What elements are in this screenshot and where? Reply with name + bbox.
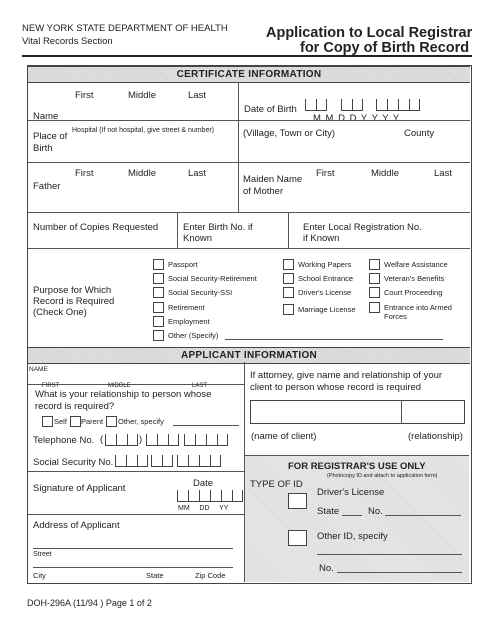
hospital-label: Hospital (If not hospital, give street & number) — [72, 127, 215, 134]
agency-name: NEW YORK STATE DEPARTMENT OF HEALTH — [22, 23, 228, 34]
area-code-boxes[interactable] — [105, 434, 138, 446]
certificate-section-header: CERTIFICATE INFORMATION — [28, 66, 470, 83]
registrar-note: (Photocopy ID and attach to application form) — [327, 473, 438, 479]
city-label: City — [33, 571, 46, 580]
zip-label: Zip Code — [195, 571, 226, 580]
purpose-checkbox[interactable] — [369, 302, 380, 313]
registrar-heading: FOR REGISTRAR'S USE ONLY — [288, 461, 426, 472]
purpose-checkbox[interactable] — [153, 259, 164, 270]
parent-label: Parent — [81, 417, 104, 426]
purpose-option-label: Welfare Assistance — [384, 260, 448, 269]
purpose-checkbox[interactable] — [153, 287, 164, 298]
other-relationship-line[interactable] — [173, 425, 239, 426]
purpose-option-label: Social Security-Retirement — [168, 274, 257, 283]
purpose-checkbox[interactable] — [369, 273, 380, 284]
purpose-checkbox[interactable] — [153, 273, 164, 284]
address-label: Address of Applicant — [33, 520, 120, 531]
client-name-label: (name of client) — [251, 431, 317, 442]
purpose-option-label: Driver's License — [298, 288, 352, 297]
purpose-checkbox[interactable] — [369, 287, 380, 298]
place-label-2: Birth — [33, 143, 53, 154]
applicant-section-header: APPLICANT INFORMATION — [28, 347, 470, 364]
telephone-label: Telephone No. — [33, 435, 95, 446]
mother-middle-label: Middle — [371, 168, 399, 179]
mother-first-label: First — [316, 168, 335, 179]
purpose-option-label: Court Proceeding — [384, 288, 443, 297]
copies-label: Number of Copies Requested — [33, 222, 159, 233]
registrar-state-line[interactable] — [342, 515, 362, 516]
birth-number-label: Enter Birth No. if Known — [183, 222, 253, 244]
county-label: County — [404, 128, 435, 139]
purpose-option-label: Retirement — [168, 303, 205, 312]
place-label-1: Place of — [33, 131, 68, 142]
phone-line-boxes[interactable] — [184, 434, 228, 446]
purpose-checkbox[interactable] — [153, 316, 164, 327]
other-id-no-label: No. — [319, 563, 334, 574]
other-id-label: Other ID, specify — [317, 531, 388, 542]
client-relationship-label: (relationship) — [408, 431, 463, 442]
city-line[interactable] — [33, 567, 233, 568]
ssn-part2-boxes[interactable] — [151, 455, 173, 467]
self-checkbox[interactable] — [42, 416, 53, 427]
relationship-question: What is your relationship to person whose record is required? — [35, 389, 212, 412]
maiden-name-label: Maiden Name of Mother — [243, 174, 303, 197]
purpose-option-label: Veteran's Benefits — [384, 274, 445, 283]
applicant-name-line[interactable] — [28, 384, 244, 385]
name-middle-label: Middle — [128, 90, 156, 101]
applicant-last-label: LAST — [192, 383, 208, 389]
signature-date-boxes[interactable] — [177, 490, 243, 502]
applicant-first-label: FIRST — [42, 383, 60, 389]
ssn-label: Social Security No. — [33, 457, 114, 468]
attorney-instructions: If attorney, give name and relationship of your client to person whose record is required — [250, 370, 443, 393]
purpose-option-label: Marriage License — [298, 305, 356, 314]
other-id-checkbox[interactable] — [288, 530, 307, 546]
purpose-option-label: Employment — [168, 317, 210, 326]
form-title-line1: Application to Local Registrar — [266, 25, 473, 41]
date-label: Date — [193, 478, 214, 489]
dob-year-boxes[interactable] — [376, 99, 420, 111]
mother-last-label: Last — [434, 168, 452, 179]
header-rule — [22, 55, 472, 57]
form-title-line2: for Copy of Birth Record — [300, 40, 470, 56]
purpose-checkbox[interactable] — [283, 304, 294, 315]
purpose-option-label: Social Security-SSI — [168, 288, 233, 297]
date-format: MM DD YY — [178, 505, 229, 512]
local-registration-label: Enter Local Registration No. if Known — [303, 222, 422, 244]
purpose-checkbox[interactable] — [283, 259, 294, 270]
village-label: (Village, Town or City) — [243, 128, 336, 139]
applicant-middle-label: MIDDLE — [108, 383, 131, 389]
type-of-id-label: TYPE OF ID — [250, 479, 303, 490]
drivers-license-label: Driver's License — [317, 487, 385, 498]
drivers-license-checkbox[interactable] — [288, 493, 307, 509]
purpose-checkbox[interactable] — [153, 330, 164, 341]
other-relationship-checkbox[interactable] — [106, 416, 117, 427]
parent-checkbox[interactable] — [70, 416, 81, 427]
dob-format: M M D D Y Y Y Y — [313, 113, 401, 124]
purpose-checkbox[interactable] — [283, 273, 294, 284]
dob-day-boxes[interactable] — [341, 99, 363, 111]
purpose-option-label: Other (Specify) — [168, 331, 219, 340]
purpose-option-label: Entrance into Armed Forces — [384, 303, 452, 321]
applicant-name-label: NAME — [29, 366, 48, 373]
self-label: Self — [54, 417, 67, 426]
area-close-paren: ) — [139, 434, 143, 445]
purpose-checkbox[interactable] — [283, 287, 294, 298]
phone-prefix-boxes[interactable] — [146, 434, 179, 446]
form-id-footer: DOH-296A (11/94 ) Page 1 of 2 — [27, 598, 152, 608]
street-line[interactable] — [33, 548, 233, 549]
registrar-no-label: No. — [368, 506, 383, 517]
area-open-paren: ( — [100, 434, 104, 445]
father-last-label: Last — [188, 168, 206, 179]
other-relationship-label: Other, specify — [118, 417, 164, 426]
other-id-no-line[interactable] — [337, 572, 462, 573]
signature-label: Signature of Applicant — [33, 483, 126, 494]
dob-label: Date of Birth — [244, 104, 297, 115]
father-label: Father — [33, 181, 61, 192]
other-id-line[interactable] — [317, 554, 462, 555]
purpose-option-label: Passport — [168, 260, 198, 269]
purpose-option-label: School Entrance — [298, 274, 354, 283]
purpose-checkbox[interactable] — [369, 259, 380, 270]
registrar-no-line[interactable] — [385, 515, 461, 516]
purpose-checkbox[interactable] — [153, 302, 164, 313]
name-last-label: Last — [188, 90, 206, 101]
registrar-state-label: State — [317, 506, 340, 517]
ssn-part3-boxes[interactable] — [177, 455, 221, 467]
dob-month-boxes[interactable] — [305, 99, 327, 111]
street-label: Street — [33, 551, 52, 558]
other-specify-line[interactable] — [225, 339, 443, 340]
father-middle-label: Middle — [128, 168, 156, 179]
ssn-part1-boxes[interactable] — [115, 455, 148, 467]
state-label: State — [146, 571, 164, 580]
father-first-label: First — [75, 168, 94, 179]
purpose-label: Purpose for Which Record is Required (Check One) — [33, 285, 115, 318]
child-name-label: Name — [33, 111, 59, 122]
section-name: Vital Records Section — [22, 36, 113, 47]
name-first-label: First — [75, 90, 94, 101]
client-box[interactable] — [250, 400, 465, 424]
purpose-option-label: Working Papers — [298, 260, 352, 269]
